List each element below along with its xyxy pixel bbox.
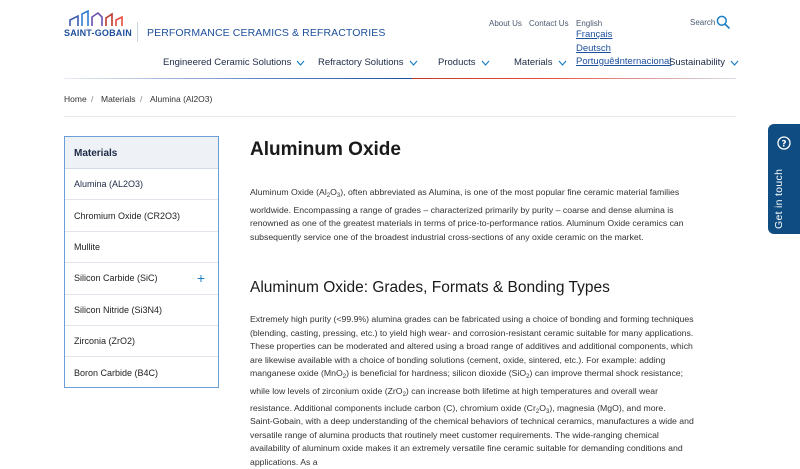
intro-paragraph: Aluminum Oxide $(Al_2O_3)$, often abbreviated as Alumina, is one of the most popular fine ceramic material families worldwide. Encompassing a range of grades – characterized primarily by purity – coarse and dense alumina is renowned as one of the greatest materials in terms of price-to-performance ratios. Aluminum Oxide ceramics can subsequently service one of the broadest industrial cross-sections of any oxide ceramic on the market. — [250, 187, 684, 242]
search-label[interactable]: Search — [690, 18, 716, 27]
sidebar-heading: Materials — [65, 137, 218, 169]
breadcrumb-separator: / — [140, 94, 143, 104]
logo-text: SAINT-GOBAIN — [64, 28, 132, 38]
nav-label: Refractory Solutions — [318, 57, 404, 68]
svg-text:?: ? — [781, 139, 787, 150]
language-selector[interactable]: English — [576, 19, 603, 28]
sidebar-item-label: Silicon Carbide (SiC) — [74, 273, 158, 284]
saint-gobain-paragraph: Saint-Gobain, with a deep understanding of the chemical behaviors of technical ceramics, manufactures a wide and versatile range of alumina products that routinely meet customer requirements. The wide-ranging chemical availability of aluminum oxide makes it an extremely versatile fine ceramic suitable for demanding conditions and applications. As a — [250, 416, 694, 467]
language-option-portugues[interactable]: Português — [576, 56, 620, 67]
sidebar-item-alumina[interactable] — [65, 169, 218, 200]
nav-engineered-ceramic-solutions[interactable] — [163, 57, 305, 68]
get-in-touch-tab[interactable] — [768, 124, 800, 234]
language-option-francais[interactable]: Français — [576, 29, 613, 40]
breadcrumb-current: Alumina (Al2O3) — [150, 94, 213, 104]
nav-underline-red — [412, 78, 736, 79]
nav-label: Engineered Ceramic Solutions — [163, 57, 292, 68]
breadcrumb-materials[interactable]: Materials — [101, 94, 136, 104]
nav-underline-blue — [64, 78, 412, 79]
nav-refractory-solutions[interactable] — [318, 57, 418, 68]
nav-products[interactable] — [438, 57, 490, 68]
sidebar-item-zirconia[interactable] — [65, 326, 218, 357]
contact-us-link[interactable]: Contact Us — [529, 19, 569, 28]
materials-sidebar — [64, 136, 219, 388]
grades-paragraph: Extremely high purity (<99.9%) alumina grades can be fabricated using a choice of bonding and forming techniques (blending, casting, pressing, etc.) to yield high wear- and corrosion-resistant ceramic suitable for many applications. These properties can be moderated and altered using a broad range of additives and additional components, which are likewise available with a choice of bonding solutions (cement, oxide, sintered, etc.). For example: adding manganese oxide (MnO$_2$) is beneficial for hardness; silicon dioxide (SiO$_2$) can improve thermal shock resistance; while low levels of zirconium oxide (ZrO$_2$) can increase both lifetime at high temperatures and overall wear resistance. Additional components include carbon (C), chromium oxide $(Cr_2O_3)$, magnesia (MgO), and more. — [250, 314, 694, 415]
section-heading: Aluminum Oxide: Grades, Formats & Bonding Types — [250, 279, 610, 296]
nav-label: Sustainability — [669, 57, 725, 68]
chevron-down-icon — [409, 60, 418, 66]
breadcrumb-divider — [64, 116, 736, 117]
nav-sustainability[interactable] — [669, 57, 739, 68]
chevron-down-icon — [481, 60, 490, 66]
nav-materials[interactable] — [514, 57, 567, 68]
sidebar-item-silicon-carbide[interactable] — [65, 263, 218, 294]
search-icon[interactable] — [716, 15, 730, 29]
breadcrumb-home[interactable]: Home — [64, 94, 87, 104]
nav-label: Products — [438, 57, 476, 68]
breadcrumb-separator: / — [91, 94, 94, 104]
chevron-down-icon — [558, 60, 567, 66]
question-icon — [777, 136, 791, 150]
chevron-down-icon — [296, 60, 305, 66]
chevron-down-icon — [730, 60, 739, 66]
sidebar-item-silicon-nitride[interactable] — [65, 295, 218, 326]
expand-plus-icon[interactable]: + — [196, 270, 205, 287]
sidebar-item-label: Chromium Oxide (CR2O3) — [74, 210, 181, 221]
header-divider — [137, 22, 138, 42]
sidebar-item-label: Mullite — [74, 241, 101, 252]
sidebar-item-label: Alumina (AL2O3) — [74, 179, 144, 190]
get-in-touch-label: Get in touch — [773, 168, 785, 229]
site-title[interactable]: PERFORMANCE CERAMICS & REFRACTORIES — [147, 27, 386, 39]
sidebar-item-label: Zirconia (ZrO2) — [74, 336, 136, 347]
nav-label: Materials — [514, 57, 553, 68]
sidebar-item-label: Silicon Nitride (Si3N4) — [74, 304, 163, 315]
sidebar-item-mullite[interactable] — [65, 232, 218, 263]
sidebar-item-boron-carbide[interactable] — [65, 357, 218, 388]
language-option-deutsch[interactable]: Deutsch — [576, 43, 611, 54]
language-option-internacional[interactable]: Internacional — [617, 56, 672, 67]
sidebar-item-label: Boron Carbide (B4C) — [74, 368, 159, 379]
about-us-link[interactable]: About Us — [489, 19, 522, 28]
sidebar-item-chromium-oxide[interactable] — [65, 200, 218, 231]
page-title: Aluminum Oxide — [250, 139, 401, 160]
